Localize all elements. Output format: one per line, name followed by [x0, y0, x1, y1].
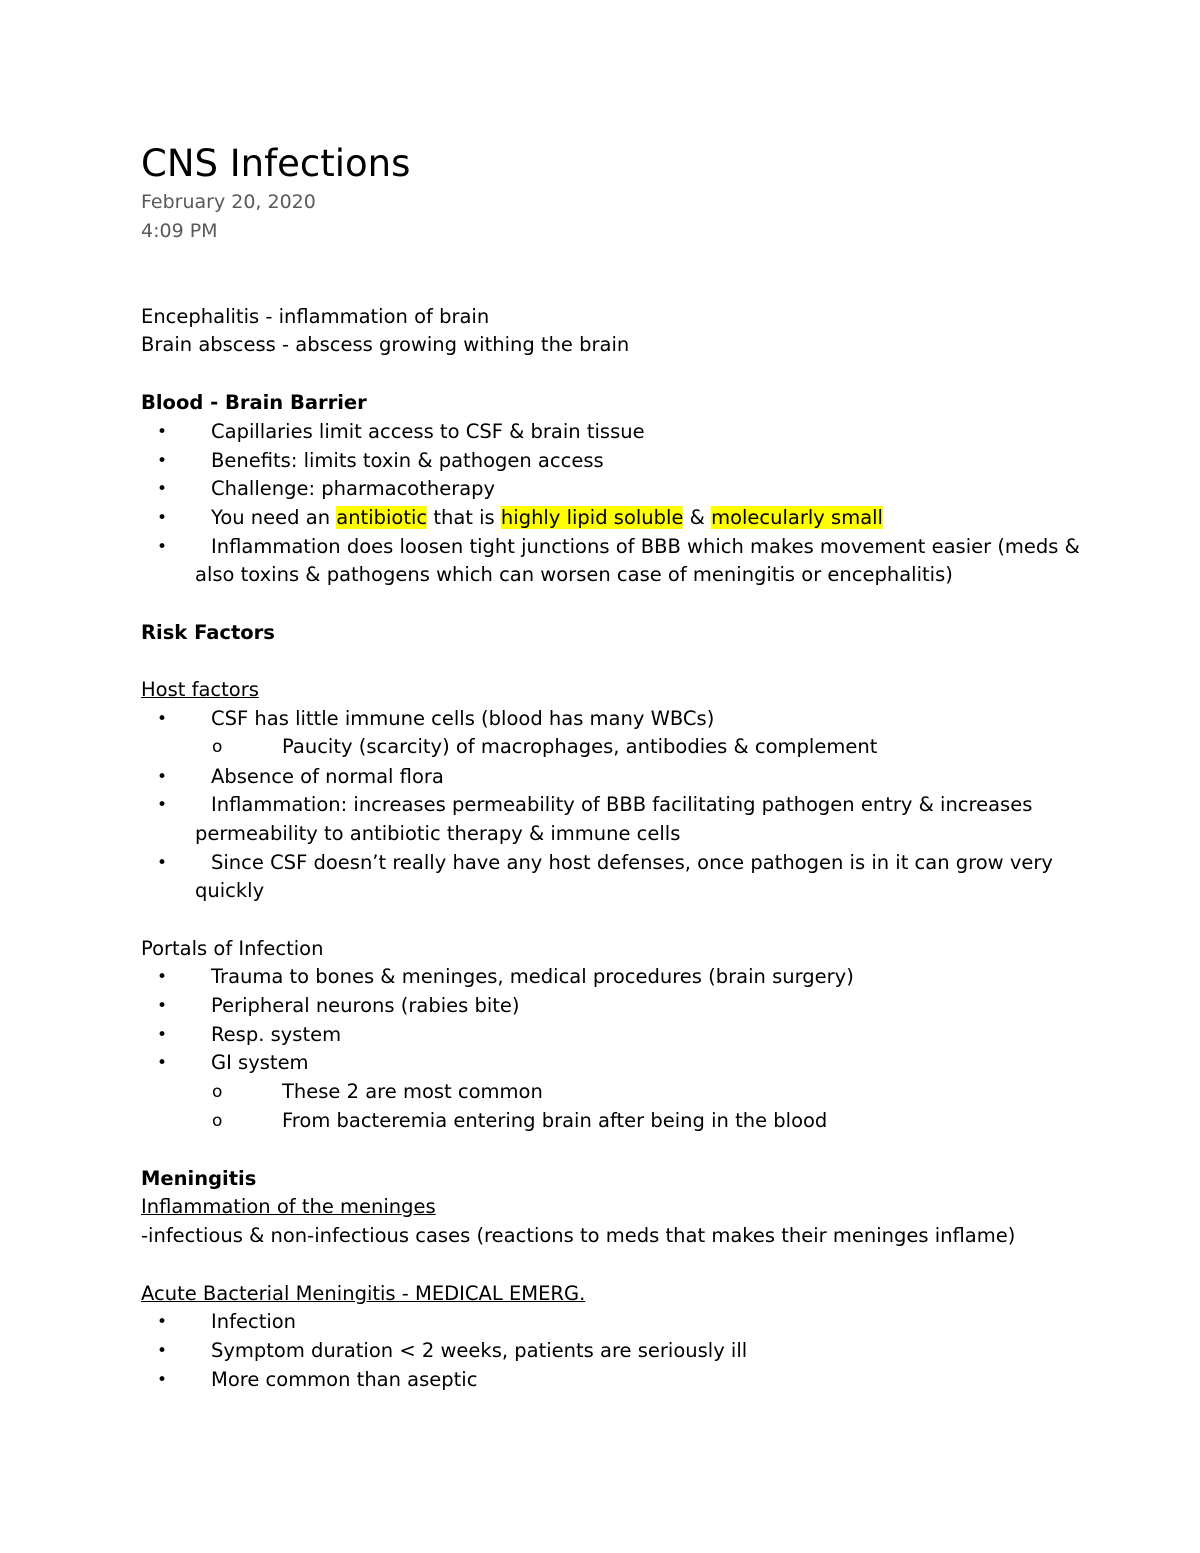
text-run: You need an [211, 506, 337, 529]
bullet-icon: • [157, 767, 168, 787]
sub-list-item-text: Paucity (scarcity) of macrophages, antibodies & complement [282, 735, 878, 758]
bullet-icon: • [157, 1341, 168, 1361]
list-item-text [211, 504, 883, 532]
bullet-icon: • [157, 451, 168, 471]
highlighted-molecularly-small: molecularly small [711, 506, 883, 529]
encephalitis-definition: Encephalitis - inflammation of brain [141, 305, 490, 328]
note-date: February 20, 2020 [141, 191, 316, 213]
list-item-text: Capillaries limit access to CSF & brain tissue [211, 420, 645, 443]
list-item-text: CSF has little immune cells (blood has many WBCs) [211, 707, 715, 730]
list-item-text: Absence of normal flora [211, 765, 444, 788]
sub-list-item-text: These 2 are most common [282, 1080, 543, 1103]
list-item-text: Peripheral neurons (rabies bite) [211, 994, 520, 1017]
list-item-text: Since CSF doesn’t really have any host defenses, once pathogen is in it can grow very [211, 851, 1053, 874]
highlighted-antibiotic: antibiotic [336, 506, 428, 529]
note-time: 4:09 PM [141, 220, 218, 242]
list-item-continuation: also toxins & pathogens which can worsen case of meningitis or encephalitis) [195, 563, 953, 586]
list-item-text: Inflammation does loosen tight junctions of BBB which makes movement easier (meds & [211, 535, 1080, 558]
sub-bullet-icon: o [212, 737, 223, 757]
bullet-icon: • [157, 422, 168, 442]
meningitis-note: -infectious & non-infectious cases (reactions to meds that makes their meninges inflame) [141, 1224, 1016, 1247]
list-item-text: Trauma to bones & meninges, medical procedures (brain surgery) [211, 965, 854, 988]
bullet-icon: • [157, 853, 168, 873]
page-title: CNS Infections [141, 142, 411, 185]
bullet-icon: • [157, 996, 168, 1016]
list-item-text: GI system [211, 1051, 309, 1074]
sub-bullet-icon: o [212, 1082, 223, 1102]
bullet-icon: • [157, 709, 168, 729]
list-item-continuation: permeability to antibiotic therapy & immune cells [195, 822, 681, 845]
text-run: & [683, 506, 712, 529]
list-item-text: Symptom duration < 2 weeks, patients are seriously ill [211, 1339, 748, 1362]
bullet-icon: • [157, 1053, 168, 1073]
host-factors-heading: Host factors [141, 678, 259, 701]
meningitis-subheading: Inflammation of the meninges [141, 1195, 436, 1218]
list-item-text: Infection [211, 1310, 297, 1333]
bullet-icon: • [157, 537, 168, 557]
bullet-icon: • [157, 1025, 168, 1045]
acute-bacterial-meningitis-heading: Acute Bacterial Meningitis - MEDICAL EMERG. [141, 1282, 586, 1305]
meningitis-heading: Meningitis [141, 1167, 257, 1190]
risk-factors-heading: Risk Factors [141, 621, 275, 644]
bullet-icon: • [157, 967, 168, 987]
sub-bullet-icon: o [212, 1111, 223, 1131]
sub-list-item-text: From bacteremia entering brain after being in the blood [282, 1109, 828, 1132]
list-item-text: Challenge: pharmacotherapy [211, 477, 496, 500]
list-item-text: More common than aseptic [211, 1368, 478, 1391]
highlighted-lipid-soluble: highly lipid soluble [500, 506, 684, 529]
bullet-icon: • [157, 1370, 168, 1390]
text-run: that is [427, 506, 501, 529]
list-item-continuation: quickly [195, 879, 265, 902]
brain-abscess-definition: Brain abscess - abscess growing withing the brain [141, 333, 630, 356]
list-item-text: Benefits: limits toxin & pathogen access [211, 449, 604, 472]
bullet-icon: • [157, 508, 168, 528]
list-item-text: Inflammation: increases permeability of BBB facilitating pathogen entry & increases [211, 793, 1033, 816]
bullet-icon: • [157, 795, 168, 815]
bullet-icon: • [157, 1312, 168, 1332]
bullet-icon: • [157, 479, 168, 499]
bbb-heading: Blood - Brain Barrier [141, 391, 367, 414]
portals-heading: Portals of Infection [141, 937, 324, 960]
list-item-text: Resp. system [211, 1023, 342, 1046]
